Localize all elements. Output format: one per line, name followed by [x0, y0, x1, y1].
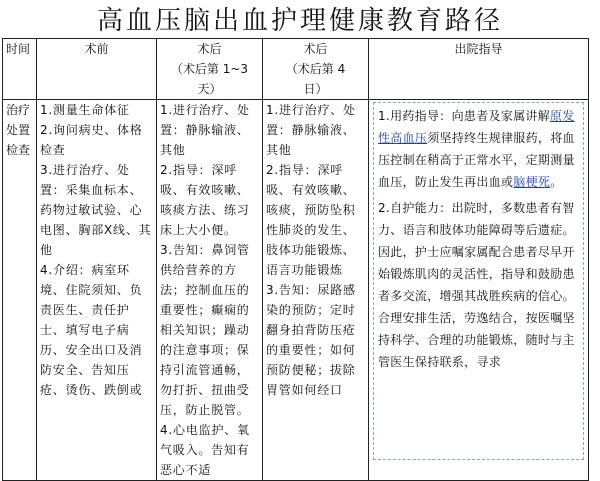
postop-item: 3.告知：鼻饲管供给营养的方法；控制血压的重要性；癫痫的相关知识；躁动的注意事项；保持引流管通畅，勿打折、扭曲受压，防止脱管。	[160, 243, 250, 417]
postop-item: 3.告知：尿路感染的预防；定时翻身拍背防压疮的重要性；如何预防便秘；拔除胃管如何经口	[266, 283, 356, 397]
discharge-guidance-box	[373, 102, 584, 460]
header-discharge-guidance: 出院指导	[369, 39, 589, 100]
preop-item: 2.询问病史、体格检查	[40, 123, 143, 157]
header-postop-day4: 术后 （术后第 4 日）	[263, 39, 369, 100]
header-time: 时间	[3, 39, 37, 100]
preop-item: 3.进行治疗、处置：采集血标本、药物过敏试验、心电图、胸部X线、其他	[40, 163, 152, 257]
education-pathway-table	[2, 38, 589, 481]
preop-item: 4.介绍：病室环境、住院须知、负责医生、责任护士、填写电子病历、安全出口及消防安全、告知压疮、烫伤、跌倒或	[40, 263, 143, 397]
postop-item: 1.进行治疗、处置：静脉输液、其他	[160, 103, 250, 157]
postop-day1-3-cell	[157, 100, 263, 481]
postop-day4-cell	[263, 100, 369, 481]
discharge-guidance-cell	[369, 100, 589, 481]
header-postop-day1-3: 术后 （术后第 1~3 天）	[157, 39, 263, 100]
document-title: 高血压脑出血护理健康教育路径	[96, 6, 503, 36]
cerebral-infarction-link[interactable]: 脑梗死	[513, 175, 551, 189]
treatment-row	[3, 100, 589, 481]
postop-item: 1.进行治疗、处置：静脉输液、其他	[266, 103, 356, 157]
postop-item: 2.指导：深呼吸、有效咳嗽、咳痰，预防坠积性肺炎的发生、肢体功能锻炼、语言功能锻炼	[266, 163, 356, 277]
preop-cell	[37, 100, 157, 481]
row-label: 治疗处置检查	[3, 100, 37, 481]
postop-item: 4.心电监护、氧气吸入。告知有恶心不适	[160, 423, 250, 477]
preop-item: 1.测量生命体征	[40, 103, 130, 117]
guidance-item-self-care: 2.自护能力：出院时，多数患者有智力、语言和肢体功能障碍等后遗症。因此，护士应嘱家属配合患者尽早开始锻炼肌肉的灵活性，指导和鼓励患者多交流，增强其战胜疾病的信心。合理安排生活，劳逸结合，按医嘱坚持科学、合理的功能锻炼，随时与主管医生保持联系，寻求	[378, 201, 575, 369]
header-preop: 术前	[37, 39, 157, 100]
hypertension-link[interactable]: 原发性高血压	[378, 109, 575, 145]
guidance-item-medication: 1.用药指导：向患者及家属讲解原发性高血压须坚持终生规律服药，将血压控制在稍高于正常水平，定期测量血压，防止发生再出血或脑梗死。	[378, 109, 575, 189]
postop-item: 2.指导：深呼吸、有效咳嗽、咳痰方法、练习床上大小便。	[160, 163, 250, 237]
header-row	[3, 39, 589, 100]
